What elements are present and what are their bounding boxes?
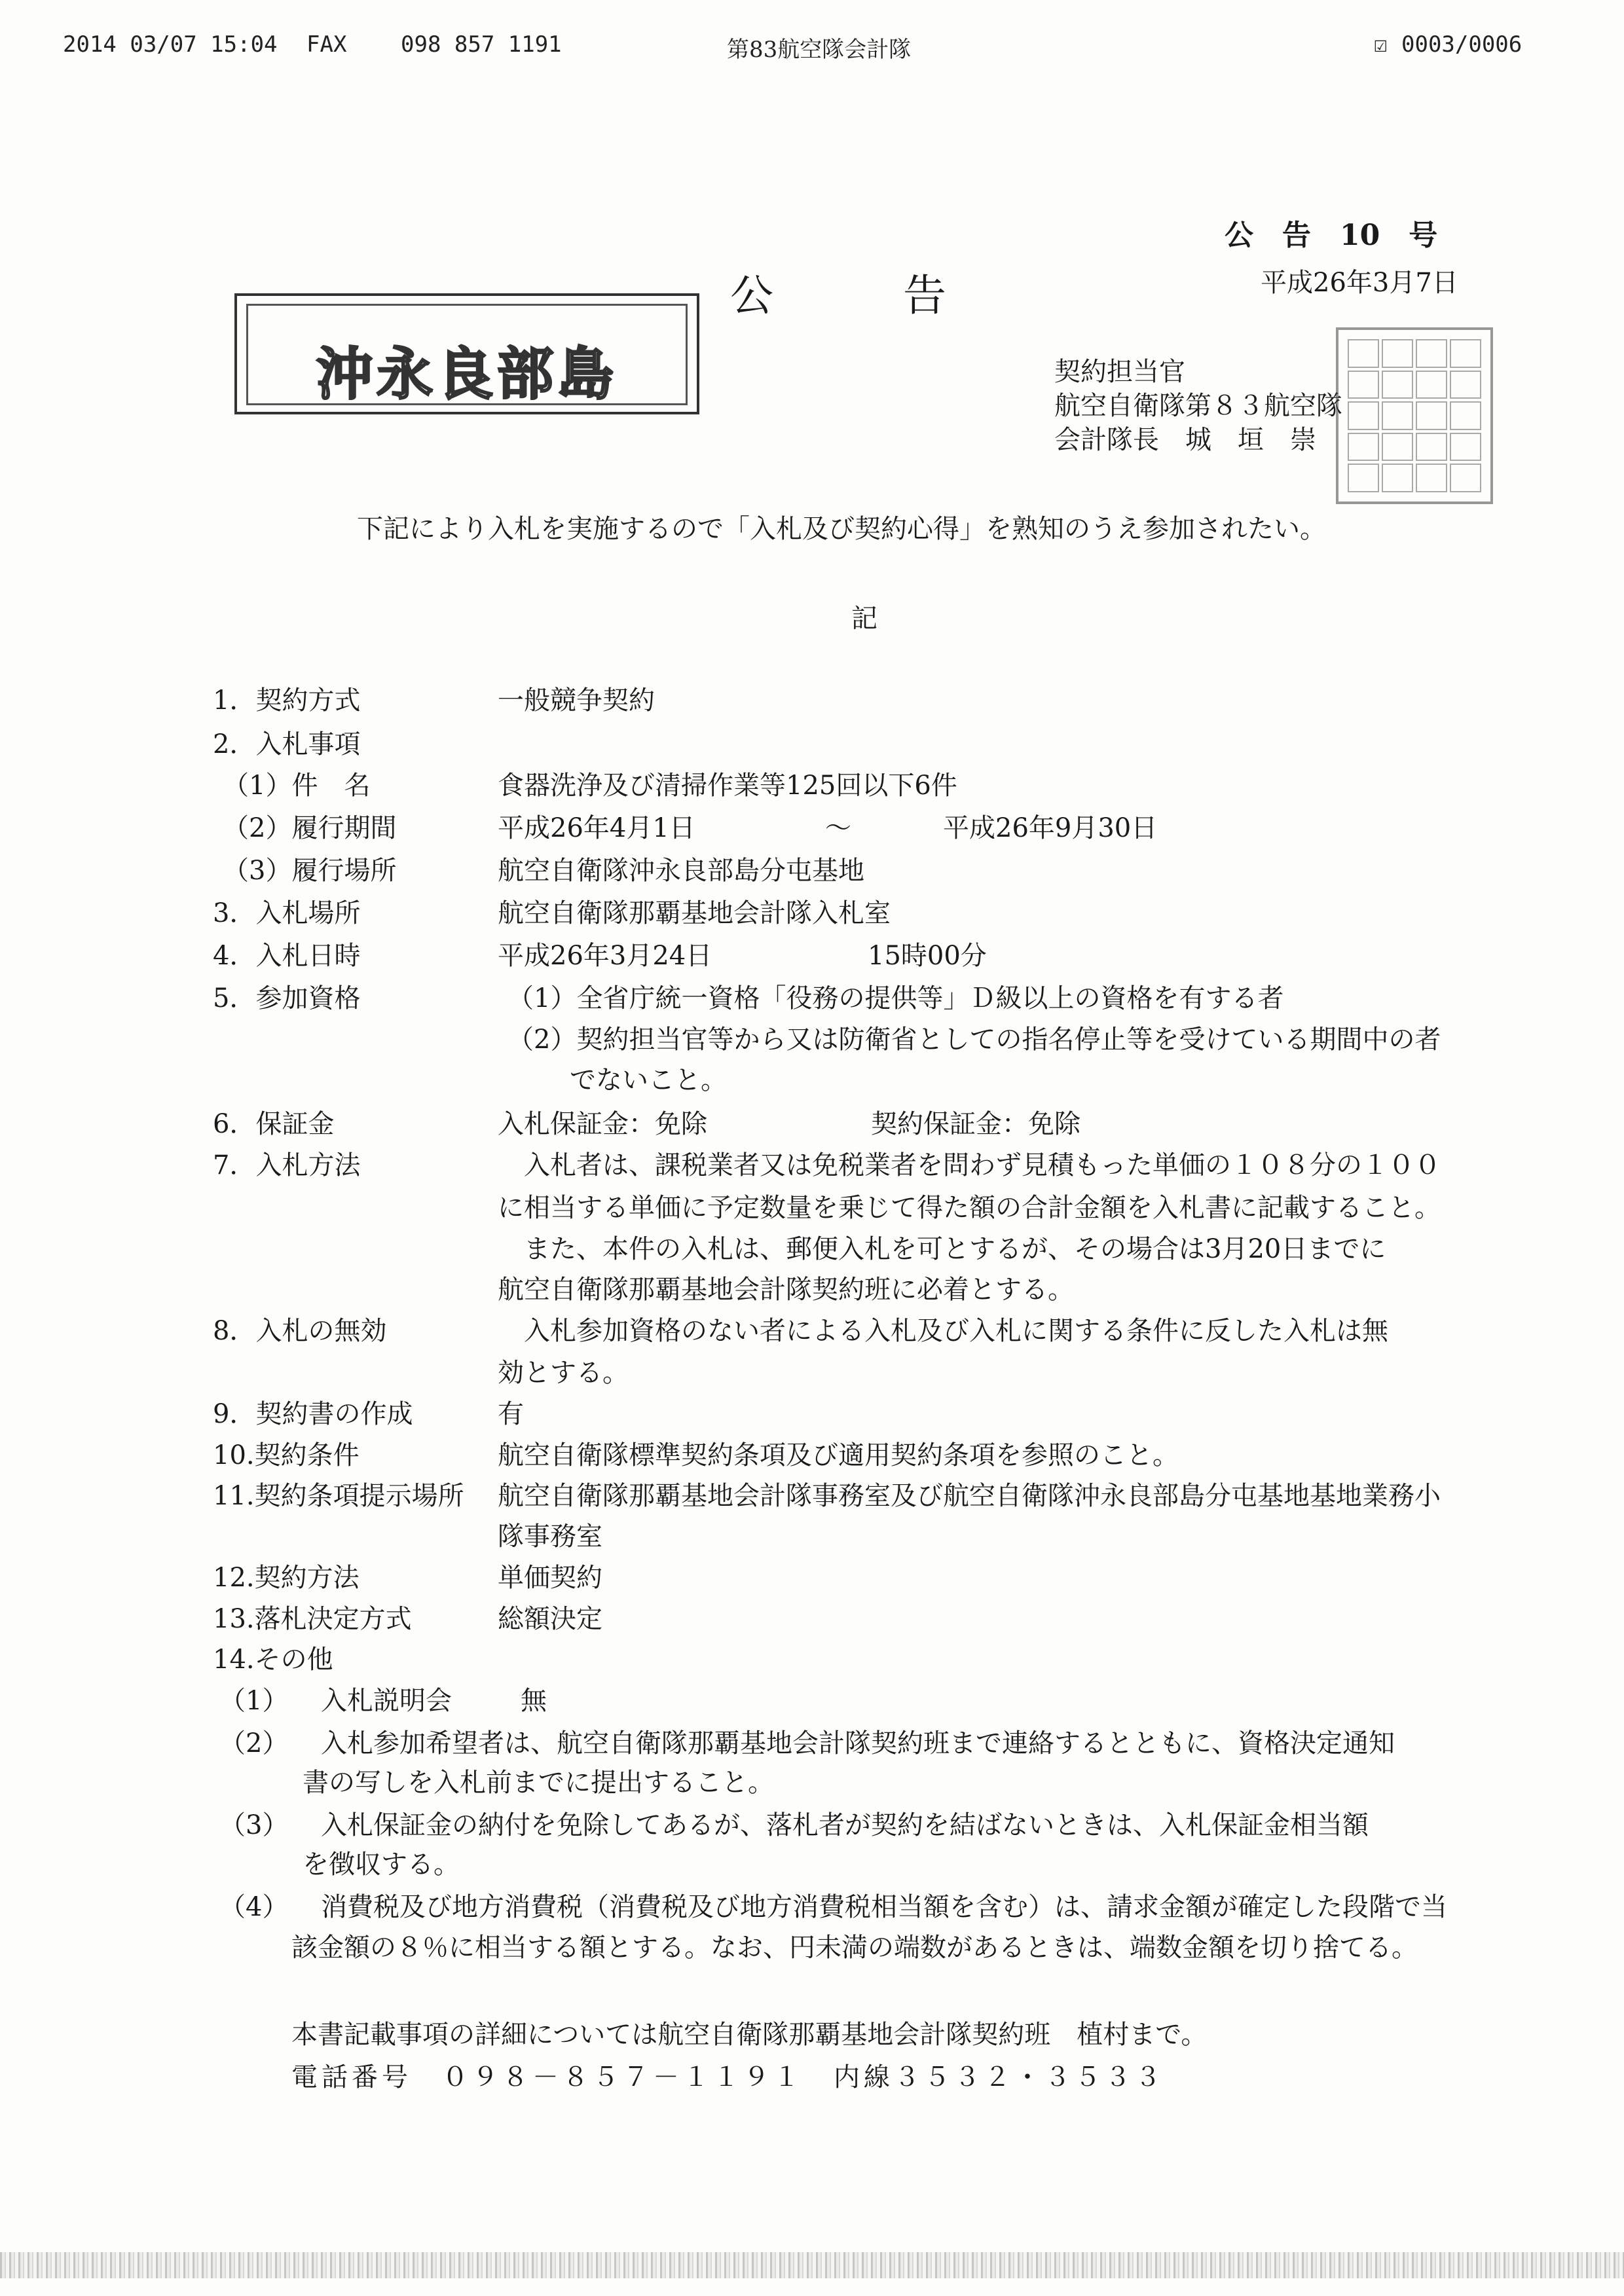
item-7-line4: 航空自衛隊那覇基地会計隊契約班に必着とする。 <box>498 1275 1074 1305</box>
item-7-line3: また、本件の入札は、郵便入札を可とするが、その場合は3月20日までに <box>524 1234 1386 1264</box>
item-6-label: 6．保証金 <box>213 1109 335 1139</box>
issuer-name: 会計隊長 城 垣 崇 <box>1054 425 1316 455</box>
item-7-line2: に相当する単価に予定数量を乗じて得た額の合計金額を入札書に記載すること。 <box>498 1193 1441 1223</box>
item-13-value: 総額決定 <box>498 1604 602 1634</box>
item-10-label: 10.契約条件 <box>213 1440 360 1470</box>
other-4-line2: 該金額の８％に相当する額とする。なお、円未満の端数があるときは、端数金額を切り捨てる。 <box>291 1933 1418 1963</box>
issuer-role: 契約担当官 <box>1054 357 1185 387</box>
item-7-label: 7．入札方法 <box>213 1150 361 1180</box>
item-2-label: 2．入札事項 <box>213 729 361 759</box>
item-2-1-value: 食器洗浄及び清掃作業等125回以下6件 <box>498 771 957 801</box>
item-3-value: 航空自衛隊那覇基地会計隊入札室 <box>498 898 891 928</box>
item-5-label: 5．参加資格 <box>213 983 361 1013</box>
item-12-value: 単価契約 <box>498 1563 602 1593</box>
other-4-num: （4） <box>219 1892 289 1922</box>
item-9-label: 9．契約書の作成 <box>213 1399 413 1429</box>
other-2-line1: 入札参加希望者は、航空自衛隊那覇基地会計隊契約班まで連絡するとともに、資格決定通知 <box>321 1728 1395 1758</box>
fax-sender: 第83航空隊会計隊 <box>727 37 912 63</box>
item-2-2-to: 平成26年9月30日 <box>943 813 1158 843</box>
item-9-value: 有 <box>498 1399 524 1429</box>
other-3-num: （3） <box>219 1810 289 1840</box>
other-2-num: （2） <box>219 1728 289 1758</box>
location-stamp-text: 沖永良部島 <box>316 342 618 407</box>
item-5-line3: でないこと。 <box>570 1065 727 1095</box>
ki-heading: 記 <box>851 604 877 634</box>
other-4-line1: 消費税及び地方消費税（消費税及び地方消費税相当額を含む）は、請求金額が確定した段階で当 <box>321 1892 1447 1922</box>
item-8-label: 8．入札の無効 <box>213 1316 387 1346</box>
page-title: 公 告 <box>730 270 946 321</box>
notice-number: 公 告 10 号 <box>1225 219 1438 252</box>
item-2-1-label: （1）件 名 <box>223 771 371 801</box>
fax-label: FAX <box>306 31 347 58</box>
footer-contact: 本書記載事項の詳細については航空自衛隊那覇基地会計隊契約班 植村まで。 <box>291 2020 1208 2050</box>
other-1-text: 入札説明会 <box>321 1686 452 1716</box>
item-2-2-tilde: ～ <box>825 813 851 843</box>
fax-page-icon: ☑ <box>1374 31 1388 58</box>
item-6-bid: 入札保証金：免除 <box>498 1109 707 1139</box>
item-11-line2: 隊事務室 <box>498 1522 602 1552</box>
fax-page: 0003/0006 <box>1401 31 1522 58</box>
item-1-label: 1．契約方式 <box>213 685 361 716</box>
fax-datetime: 2014 03/07 15:04 <box>63 31 278 58</box>
item-4-time: 15時00分 <box>868 941 987 971</box>
item-2-3-label: （3）履行場所 <box>223 856 397 886</box>
intro-text: 下記により入札を実施するので「入札及び契約心得」を熟知のうえ参加されたい。 <box>357 514 1326 544</box>
item-4-label: 4．入札日時 <box>213 941 361 971</box>
item-8-line2: 効とする。 <box>498 1358 629 1388</box>
footer-phone: 電話番号 ０９８－８５７－１１９１ 内線３５３２・３５３３ <box>291 2062 1165 2092</box>
item-5-line2: （2）契約担当官等から又は防衛省としての指名停止等を受けている期間中の者 <box>507 1025 1441 1055</box>
item-11-label: 11.契約条項提示場所 <box>213 1481 464 1511</box>
item-6-contract: 契約保証金：免除 <box>871 1109 1080 1139</box>
fax-number: 098 857 1191 <box>401 31 562 58</box>
item-14-label: 14.その他 <box>213 1645 333 1675</box>
item-2-2-label: （2）履行期間 <box>223 813 397 843</box>
item-11-line1: 航空自衛隊那覇基地会計隊事務室及び航空自衛隊沖永良部島分屯基地基地業務小 <box>498 1481 1441 1511</box>
item-1-value: 一般競争契約 <box>498 685 655 716</box>
other-1-num: （1） <box>219 1686 289 1716</box>
location-stamp <box>234 293 699 414</box>
item-10-value: 航空自衛隊標準契約条項及び適用契約条項を参照のこと。 <box>498 1440 1179 1470</box>
item-5-line1: （1）全省庁統一資格「役務の提供等」Ｄ級以上の資格を有する者 <box>507 983 1284 1013</box>
issuer-unit: 航空自衛隊第８３航空隊 <box>1054 391 1342 421</box>
item-13-label: 13.落札決定方式 <box>213 1604 412 1634</box>
item-4-date: 平成26年3月24日 <box>498 941 712 971</box>
item-7-line1: 入札者は、課税業者又は免税業者を問わず見積もった単価の１０８分の１００ <box>524 1150 1441 1180</box>
scan-edge-noise <box>0 2252 1624 2278</box>
notice-date: 平成26年3月7日 <box>1261 268 1458 298</box>
item-12-label: 12.契約方法 <box>213 1563 360 1593</box>
item-3-label: 3．入札場所 <box>213 898 361 928</box>
item-2-3-value: 航空自衛隊沖永良部島分屯基地 <box>498 856 864 886</box>
item-2-2-from: 平成26年4月1日 <box>498 813 695 843</box>
item-8-line1: 入札参加資格のない者による入札及び入札に関する条件に反した入札は無 <box>524 1316 1388 1346</box>
other-2-line2: 書の写しを入札前までに提出すること。 <box>303 1768 774 1798</box>
official-seal <box>1336 327 1493 504</box>
other-1-value: 無 <box>521 1686 547 1716</box>
other-3-line2: を徴収する。 <box>303 1850 460 1880</box>
other-3-line1: 入札保証金の納付を免除してあるが、落札者が契約を結ばないときは、入札保証金相当額 <box>321 1810 1369 1840</box>
